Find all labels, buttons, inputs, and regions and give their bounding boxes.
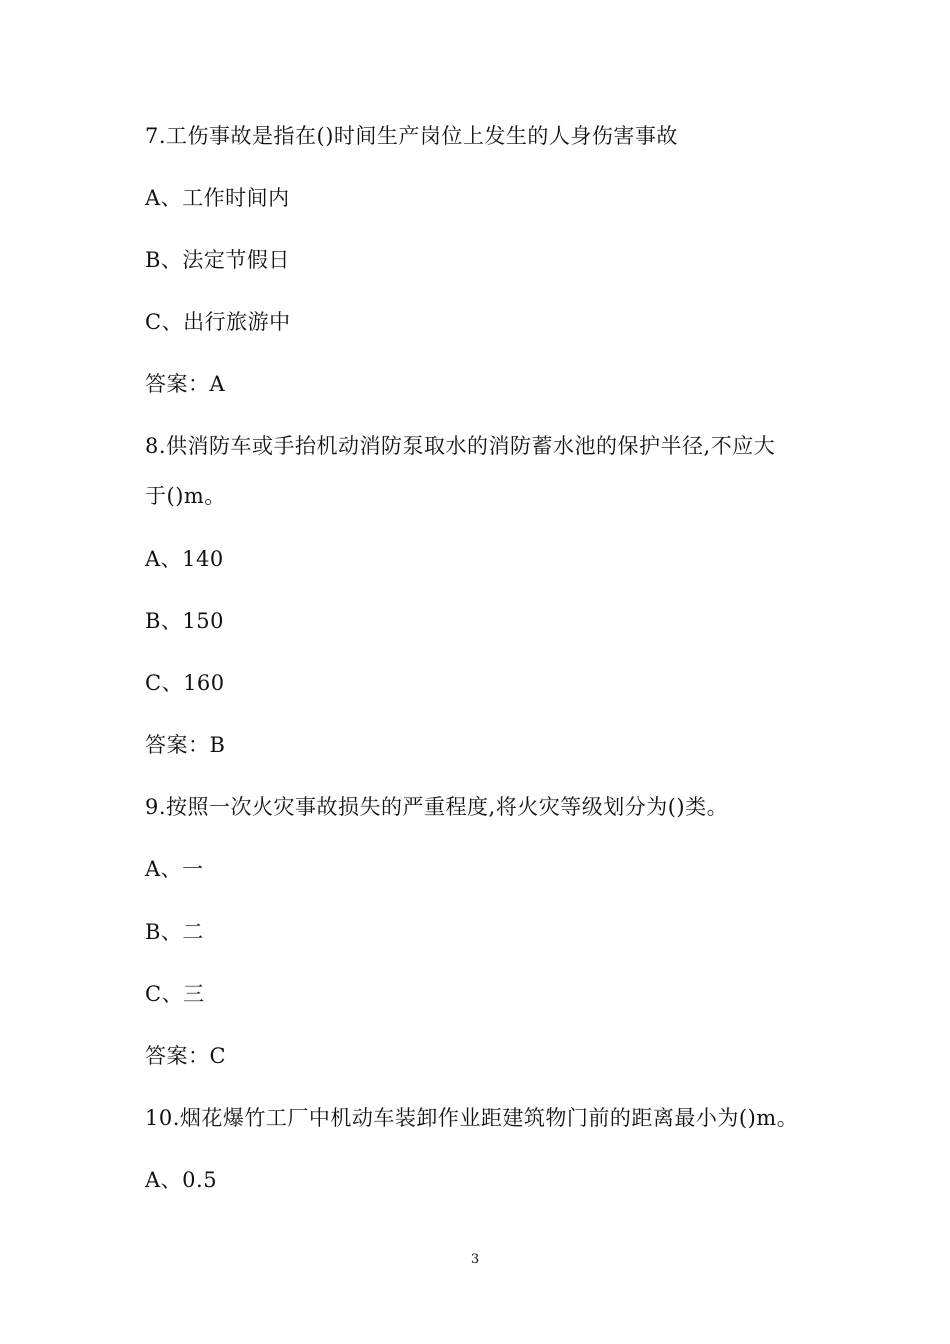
question-8-option-a: A、140	[145, 547, 224, 571]
question-8-answer: 答案：B	[145, 733, 226, 757]
question-8-option-c: C、160	[145, 671, 225, 695]
question-7-answer: 答案：A	[145, 372, 226, 396]
question-7-option-b: B、法定节假日	[145, 248, 290, 272]
question-7-stem: 7.工伤事故是指在()时间生产岗位上发生的人身伤害事故	[145, 124, 678, 148]
question-7-option-c: C、出行旅游中	[145, 310, 291, 334]
question-8-stem-line-2: 于()m。	[145, 484, 226, 508]
question-8-option-b: B、150	[145, 609, 225, 633]
page-number: 3	[470, 1252, 480, 1267]
question-8-stem-line-1: 8.供消防车或手抬机动消防泵取水的消防蓄水池的保护半径,不应大	[145, 434, 776, 458]
question-9-answer: 答案：C	[145, 1044, 227, 1068]
question-9-option-b: B、二	[145, 920, 204, 944]
question-10-option-a: A、0.5	[145, 1168, 218, 1192]
question-10-stem: 10.烟花爆竹工厂中机动车装卸作业距建筑物门前的距离最小为()m。	[145, 1106, 799, 1130]
question-9-stem: 9.按照一次火灾事故损失的严重程度,将火灾等级划分为()类。	[145, 795, 729, 819]
question-9-option-c: C、三	[145, 982, 205, 1006]
question-9-option-a: A、一	[145, 857, 204, 881]
question-7-option-a: A、工作时间内	[145, 186, 290, 210]
